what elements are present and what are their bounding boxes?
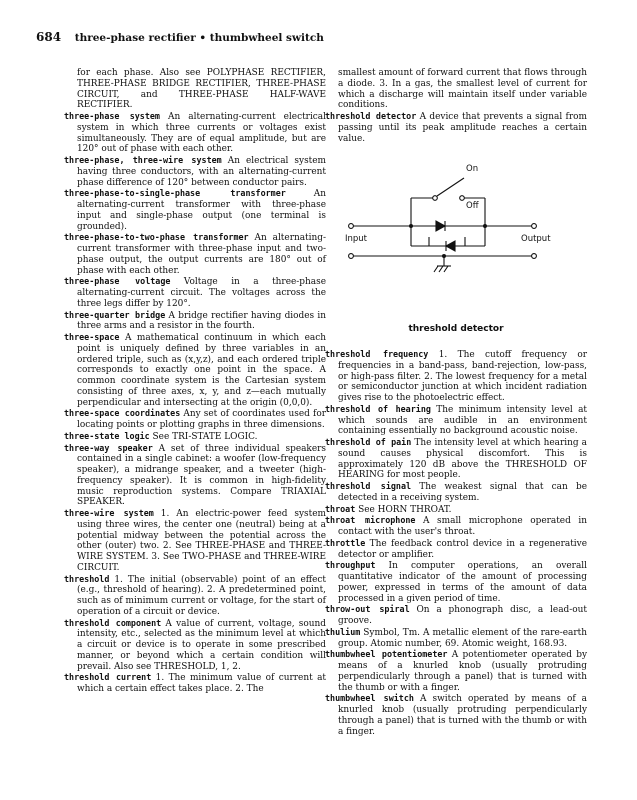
entry-definition: A set of three individual speakers contained in a single cabinet: a woofer (low-frequency speaker), a midrange speaker, and a tweeter (high-frequency speaker). It is common in high-fidelity music reproduction systems. Compare TRIAXIAL SPEAKER. (77, 443, 326, 508)
entry-term: thumbwheel potentiometer (325, 649, 448, 660)
junction-dot-left (409, 224, 413, 228)
dictionary-entry (325, 627, 587, 650)
dictionary-entry (64, 276, 326, 309)
dictionary-entry (325, 693, 587, 737)
dictionary-entry (64, 508, 326, 574)
left-entry-list (64, 111, 326, 695)
entry-definition: 1. The cutoff frequency or frequencies in a band-pass, band-rejection, low-pass, or high-pass filter. 2. The lowest frequency for a metal or semiconductor junction at which incident radiation gives rise to the photoelectric effect. (338, 350, 587, 403)
input-terminal-bottom (349, 254, 354, 259)
entry-definition: An alternating-current transformer with three-phase input and single-phase output (one terminal is grounded). (77, 189, 326, 232)
switch-on-contact (433, 196, 438, 201)
switch-pole-contact (460, 196, 465, 201)
dictionary-entry (64, 431, 326, 443)
ground-hatch-1 (434, 266, 438, 272)
entry-definition: The intensity level at which hearing a sound causes physical discomfort. This is approximately 120 dB above the THRESHOLD OF HEARING for most people. (338, 438, 587, 481)
entry-term: threshold of hearing (325, 403, 431, 414)
dictionary-entry (325, 515, 587, 538)
output-terminal-top (532, 224, 537, 229)
entry-definition: Any set of coordinates used for locating points or plotting graphs in three dimensions. (77, 409, 326, 430)
entry-term: throttle (325, 537, 366, 548)
dictionary-entry (64, 188, 326, 232)
dictionary-entry (64, 443, 326, 509)
entry-term: threshold detector (325, 111, 417, 121)
entry-term: three-phase-to-two-phase transformer (64, 232, 249, 243)
ground-hatch-2 (439, 266, 443, 272)
label-on: On (466, 164, 479, 175)
entry-definition: The feedback control device in a regenerative detector or amplifier. (338, 538, 587, 560)
dictionary-entry (64, 232, 326, 276)
dictionary-entry (325, 504, 587, 516)
page-header (36, 30, 596, 44)
diode-bottom-triangle (446, 241, 455, 251)
junction-dot-ground (442, 254, 446, 258)
entry-term: three-space coordinates (64, 408, 181, 419)
entry-definition: A switch operated by means of a knurled knob (usually protruding perpendicularly through a panel) that is turned with the thumb or with a finger. (338, 694, 588, 737)
entry-definition: See TRI-STATE LOGIC. (149, 431, 258, 442)
entry-definition: 1. The minimum value of current at which a certain effect takes place. 2. The (77, 673, 326, 694)
entry-definition: A small microphone operated in contact with the user's throat. (338, 516, 587, 537)
entry-term: three-way speaker (64, 442, 153, 453)
switch-blade (437, 178, 464, 196)
entry-term: three-wire system (64, 508, 154, 518)
dictionary-entry (64, 111, 326, 155)
page-number: 684 (36, 30, 62, 44)
entry-term: three-phase voltage (64, 276, 171, 287)
dictionary-entry (64, 574, 326, 618)
entry-term: threshold current (64, 672, 152, 683)
entry-definition: An electrical system having three conductors, with an alternating-current phase difference of 120° between conductor pairs. (77, 156, 327, 188)
label-input: Input (345, 234, 368, 245)
entry-term: throat microphone (325, 515, 416, 526)
continuation-text: smallest amount of forward current that flows through a diode. 3. In a gas, the smallest level of current for which a discharge will maintain itself under variable conditions. (338, 68, 587, 111)
dictionary-entry (64, 332, 326, 408)
label-off: Off (466, 201, 479, 212)
entry-term: throat (325, 503, 356, 514)
entry-definition: Symbol, Tm. A metallic element of the rare-earth group. Atomic number, 69. Atomic weight, 168.93. (338, 627, 587, 649)
entry-term: three-phase, three-wire system (64, 155, 222, 165)
right-column (325, 68, 587, 737)
dictionary-entry (325, 538, 587, 561)
junction-dot-right (483, 224, 487, 228)
entry-term: three-quarter bridge (64, 309, 166, 320)
entry-term: threshold signal (325, 481, 412, 491)
continuation-text: for each phase. Also see POLYPHASE RECTIFIER, THREE-PHASE BRIDGE RECTIFIER, THREE-PHASE CIRCUIT, and THREE-PHASE HALF-WAVE RECTIFIER. (77, 68, 326, 111)
figure-caption: threshold detector (408, 324, 504, 335)
dictionary-entry (64, 310, 326, 333)
entry-definition: A value of current, voltage, sound intensity, etc., selected as the minimum level at which a circuit or device is to operate in some prescribed manner, or beyond which a certain condition will prevail. Also see THRESHOLD, 1, 2. (77, 618, 326, 672)
dictionary-entry (325, 437, 587, 481)
entry-definition: An alternating-current transformer with three-phase input and two-phase output, the output currents are 180° out of phase with each other. (77, 233, 326, 276)
diode-top-triangle (436, 221, 445, 231)
dictionary-entry (64, 408, 326, 431)
threshold-detector-figure (325, 150, 587, 322)
right-entry-list-top (325, 111, 587, 144)
dictionary-entry (64, 618, 326, 673)
entry-term: throughput (325, 560, 376, 571)
entry-term: thumbwheel switch (325, 693, 414, 704)
left-column (64, 68, 326, 695)
entry-term: three-state logic (64, 430, 150, 441)
dictionary-entry (325, 349, 587, 404)
entry-definition: In computer operations, an overall quantitative indicator of the amount of processing power, expressed in terms of the amount of data processed in a given period of time. (338, 561, 587, 604)
running-title: three-phase rectifier • thumbwheel switch (74, 32, 324, 44)
dictionary-entry (325, 649, 587, 693)
entry-term: threshold of pain (325, 437, 412, 447)
entry-definition: A potentiometer operated by means of a knurled knob (usually protruding perpendicularly through a panel) that is turned with the thumb or with a finger. (338, 650, 588, 693)
entry-definition: See HORN THROAT. (355, 504, 452, 515)
entry-definition: On a phonograph disc, a lead-out groove. (338, 605, 587, 626)
entry-term: threshold frequency (325, 349, 429, 359)
entry-definition: 1. An electric-power feed system using three wires, the center one (neutral) being at a potential midway between the potential across the other (outer) two. 2. See THREE-PHASE and THREE-WIRE SYSTEM. 3. See TWO-PHASE and THREE-WIRE CIRCUIT. (77, 509, 326, 573)
entry-term: three-phase-to-single-phase transformer (64, 188, 286, 199)
entry-term: three-phase system (64, 111, 160, 121)
entry-term: throw-out spiral (325, 604, 410, 615)
entry-term: threshold (64, 573, 110, 584)
label-output: Output (521, 234, 551, 245)
dictionary-entry (64, 155, 326, 188)
entry-definition: The weakest signal that can be detected in a receiving system. (338, 482, 587, 503)
dictionary-entry (325, 111, 587, 144)
entry-term: three-space (64, 332, 120, 342)
ground-hatch-3 (444, 266, 448, 272)
dictionary-entry (325, 604, 587, 627)
entry-definition: A mathematical continuum in which each point is uniquely defined by three variables in an ordered triple, such as (x,y,z), and each ordered triple corresponds to exactly one point in the space. A common coordinate system is the Cartesian system consisting of three axes, x, y, and z—each mutually perpendicular and intersecting at the origin (0,0,0). (77, 333, 326, 408)
entry-definition: Voltage in a three-phase alternating-current circuit. The voltages across the three legs differ by 120°. (77, 277, 326, 309)
entry-definition: 1. The initial (observable) point of an effect (e.g., threshold of hearing). 2. A predetermined point, such as of minimum current or voltage, for the start of operation of a circuit or device. (77, 574, 326, 617)
right-entry-list-bottom (325, 349, 587, 737)
dictionary-entry (64, 672, 326, 695)
entry-definition: A bridge rectifier having diodes in three arms and a resistor in the fourth. (77, 310, 327, 332)
entry-definition: An alternating-current electrical system in which three currents or voltages exist simultaneously. They are of equal amplitude, but are 120° out of phase with each other. (77, 112, 326, 155)
dictionary-entry (325, 481, 587, 504)
dictionary-entry (325, 560, 587, 604)
entry-term: thulium (325, 626, 361, 637)
dictionary-entry (325, 404, 587, 437)
input-terminal-top (349, 224, 354, 229)
output-terminal-bottom (532, 254, 537, 259)
entry-definition: A device that prevents a signal from passing until its peak amplitude reaches a certain value. (338, 112, 587, 144)
entry-term: threshold component (64, 617, 162, 628)
entry-definition: The minimum intensity level at which sounds are audible in an environment containing essentially no background acoustic noise. (338, 404, 588, 437)
